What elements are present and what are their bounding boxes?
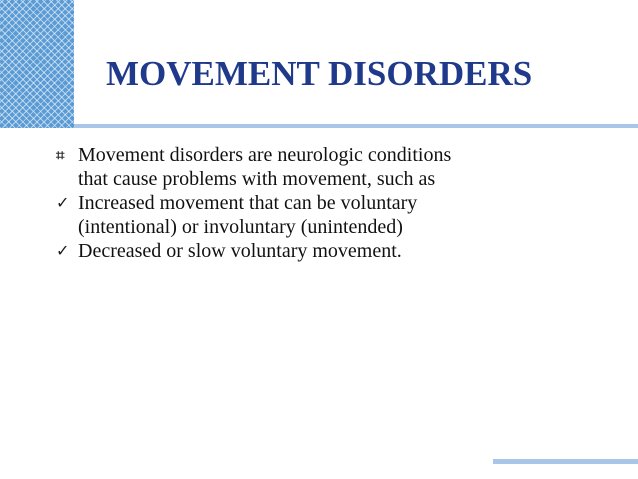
decorative-side-band <box>0 0 74 128</box>
checkmark-icon: ✓ <box>56 241 70 260</box>
bullet-text-line: Movement disorders are neurologic conditions <box>78 144 452 166</box>
hash-bullet-icon: ⌗ <box>56 146 65 164</box>
footer-accent-rule <box>493 459 638 464</box>
bullet-text-line: (intentional) or involuntary (unintended) <box>78 216 403 238</box>
bullet-text-line: Increased movement that can be voluntary <box>78 192 418 214</box>
bullet-text-line: that cause problems with movement, such as <box>78 168 436 190</box>
bullet-text-line: Decreased or slow voluntary movement. <box>78 240 402 262</box>
title-underline-rule <box>74 124 638 128</box>
bullet-item <box>56 143 616 191</box>
checkmark-icon: ✓ <box>56 193 70 212</box>
bullet-list <box>56 143 616 263</box>
slide-title: MOVEMENT DISORDERS <box>106 54 533 93</box>
bullet-item <box>56 191 616 239</box>
bullet-item <box>56 239 616 263</box>
